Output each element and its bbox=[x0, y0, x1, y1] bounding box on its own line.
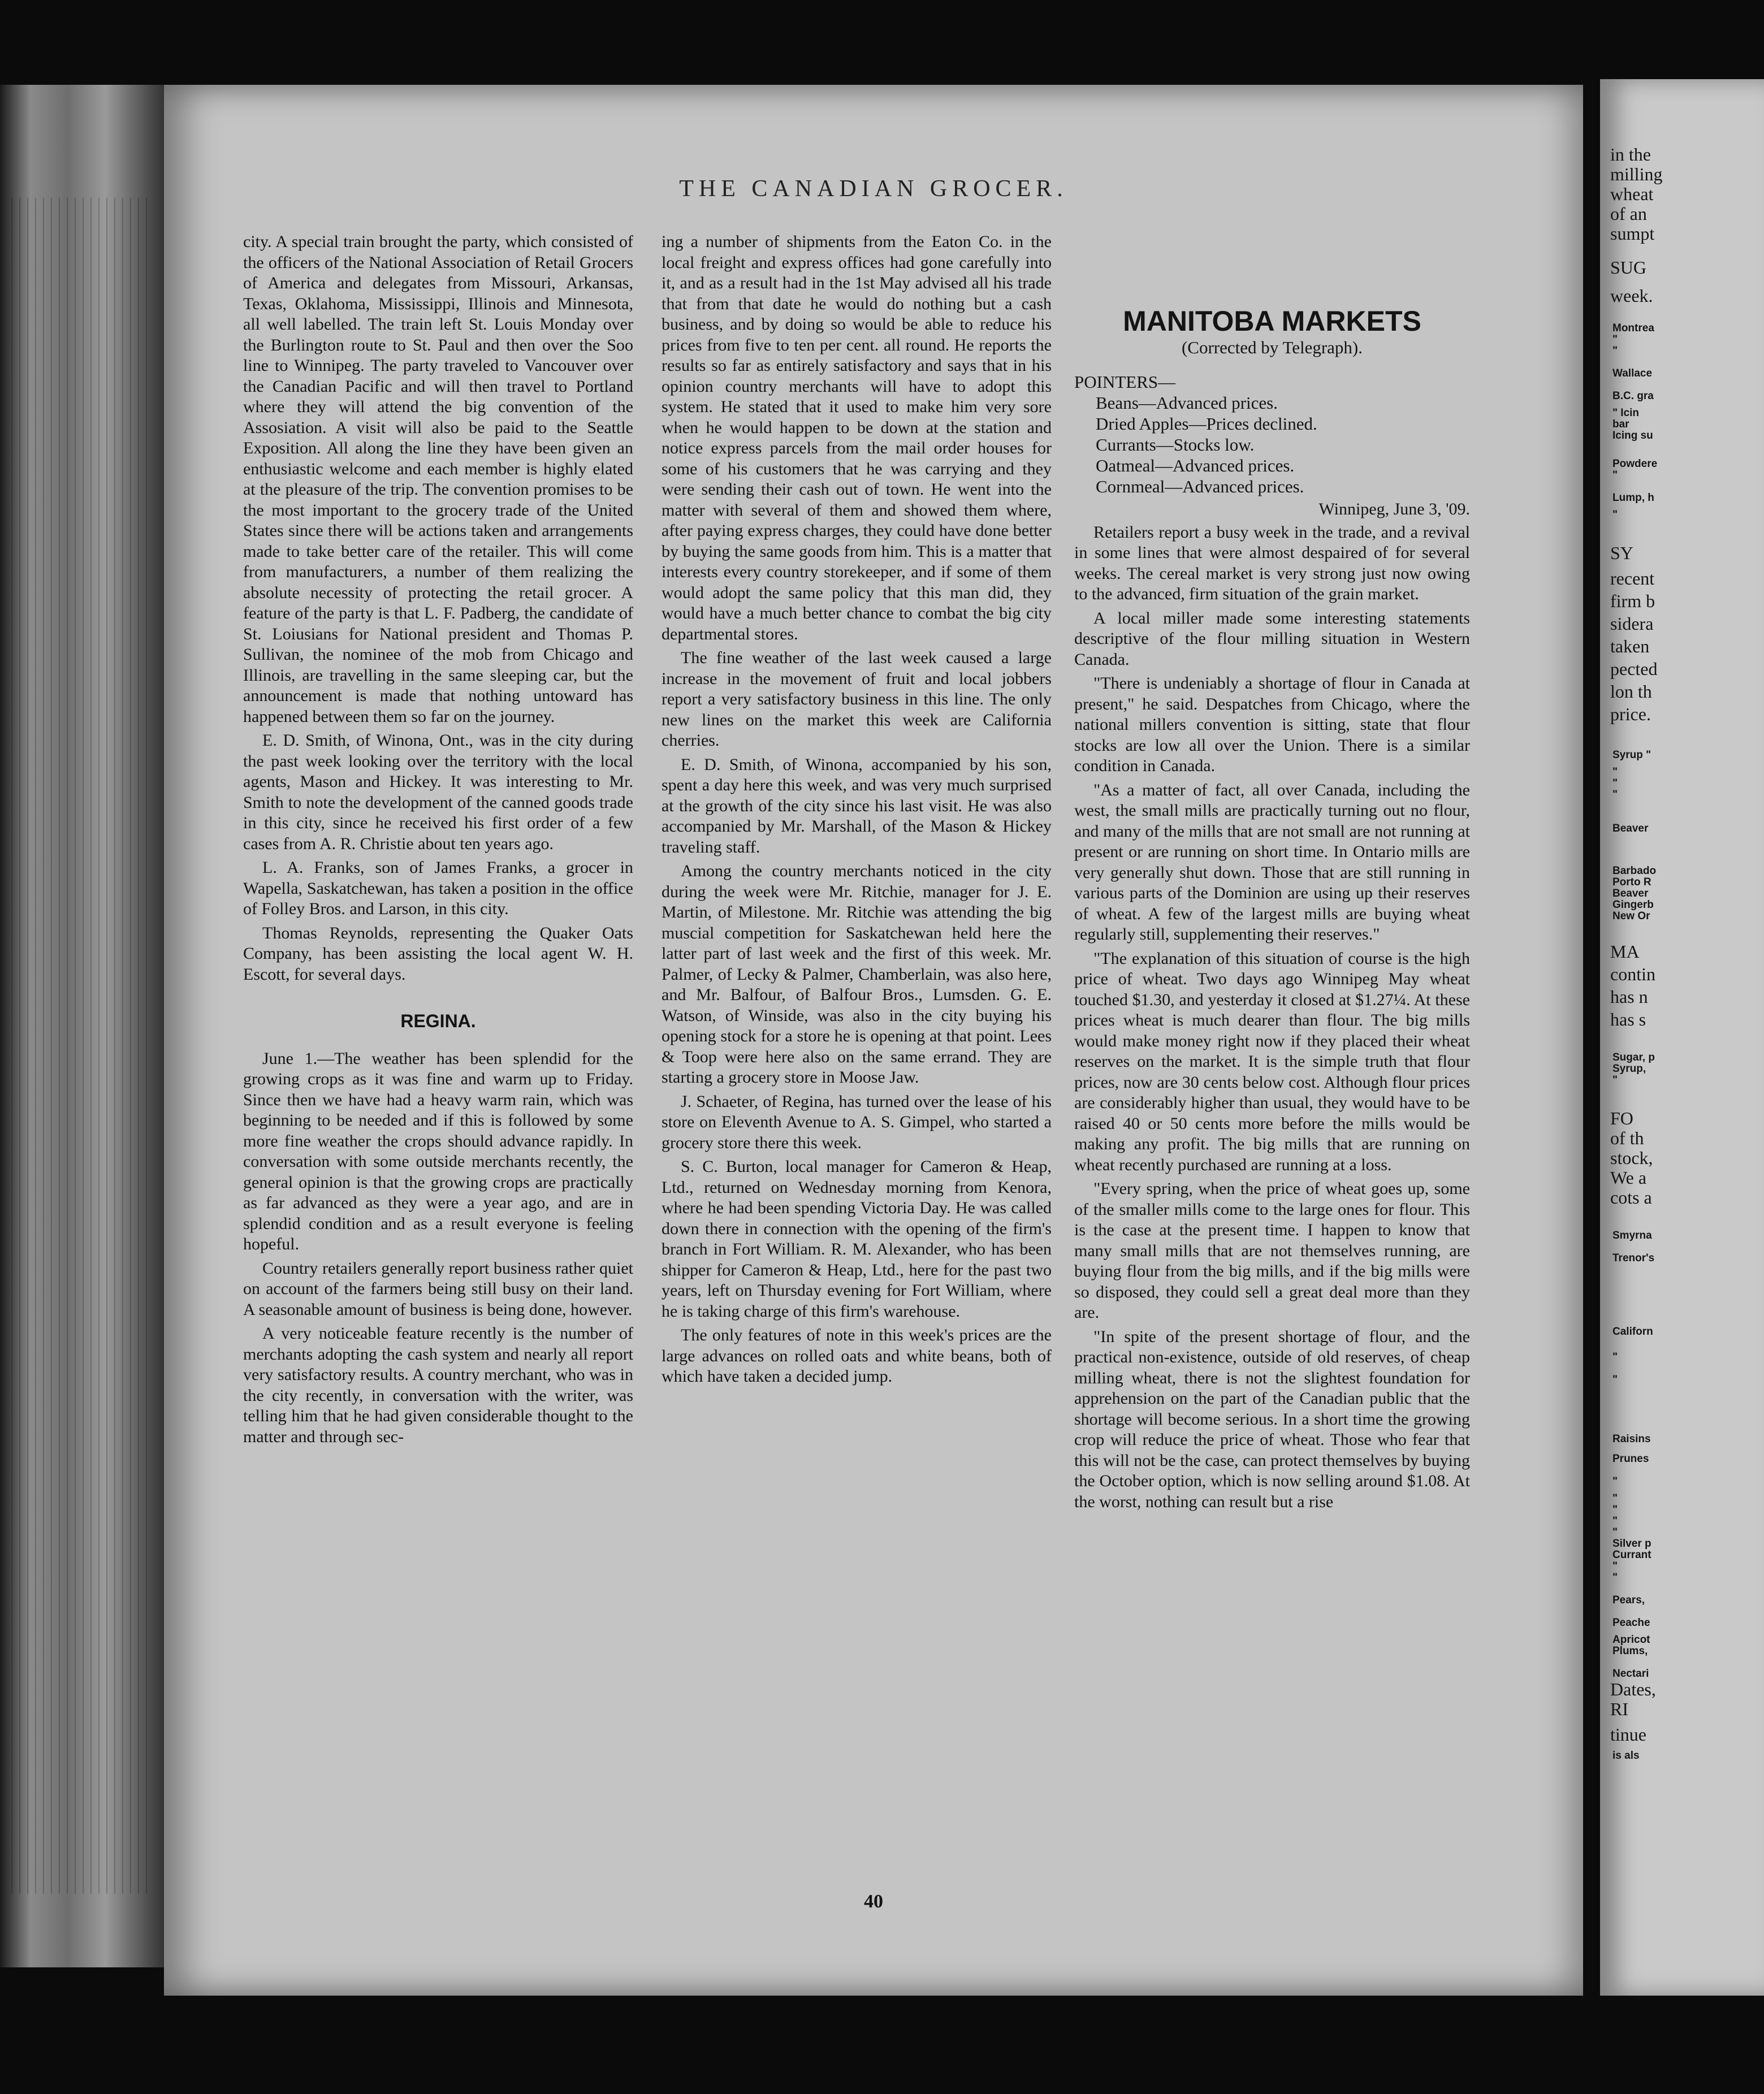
paragraph: A local miller made some interesting statements descriptive of the flour milling situation in Western Canada. bbox=[1074, 608, 1470, 669]
pointer-item: Oatmeal—Advanced prices. bbox=[1096, 456, 1295, 475]
paragraph: Thomas Reynolds, representing the Quaker Oats Company, has been assisting the local agent W. H. Escott, for several days. bbox=[243, 923, 633, 984]
column-3 bbox=[1074, 232, 1470, 1516]
right-page-text-fragment: has s bbox=[1610, 1009, 1646, 1029]
right-page-text-fragment: pected bbox=[1610, 659, 1658, 679]
pointer-item: Dried Apples—Prices declined. bbox=[1096, 414, 1317, 434]
book-left-page-edges bbox=[0, 85, 170, 1967]
right-page-text-fragment: sidera bbox=[1610, 613, 1654, 634]
right-page-text-fragment: tinue bbox=[1610, 1724, 1646, 1745]
section-title-manitoba-markets: MANITOBA MARKETS bbox=[1123, 305, 1421, 337]
main-page bbox=[164, 85, 1583, 1996]
page-header: THE CANADIAN GROCER. bbox=[679, 176, 1068, 202]
pointer-item: Currants—Stocks low. bbox=[1096, 435, 1255, 455]
right-page-text-fragment: firm b bbox=[1610, 591, 1655, 611]
right-page-text-fragment: " bbox=[1612, 1560, 1618, 1572]
right-page-text-fragment: Trenor's bbox=[1612, 1252, 1655, 1264]
paragraph: The only features of note in this week's prices are the large advances on rolled oats and white beans, both of which have taken a decided jump. bbox=[662, 1326, 1052, 1386]
right-page-text-fragment: Apricot bbox=[1612, 1634, 1650, 1646]
paragraph: Country retailers generally report business rather quiet on account of the farmers being still busy on their land. A seasonable amount of business is being done, however. bbox=[243, 1258, 633, 1319]
column-1 bbox=[243, 232, 633, 1451]
right-page-text-fragment: Californ bbox=[1612, 1326, 1653, 1338]
right-page-text-fragment: Nectari bbox=[1612, 1668, 1649, 1680]
right-page-text-fragment: " bbox=[1612, 1492, 1618, 1504]
right-page-text-fragment: New Or bbox=[1612, 910, 1650, 922]
paragraph: E. D. Smith, of Winona, Ont., was in the city during the past week looking over the territory with the local agents, Mason and Hickey. It was interesting to Mr. Smith to note the development of the canned goods trade in this city, since he received his first order of a few cases from A. R. Christie about ten years ago. bbox=[243, 731, 633, 853]
paragraph: city. A special train brought the party, which consisted of the officers of the National Association of Retail Grocers of America and delegates from Missouri, Arkansas, Texas, Oklahoma, Mississippi, Illinois and Minnesota, all well labelled. The train left St. Louis Monday over the Burlington route to St. Paul and then over the Soo line to Winnipeg. The party traveled to Vancouver over the Canadian Pacific and will then travel to Portland where they will attend the big convention of the Assosiation. A visit will also be paid to the Seattle Exposition. All along the line they have been given an enthusiastic welcome and each member is highly elated at the pleasure of the trip. The convention promises to be the most important to the grocery trade of the United States since there will be actions taken and arrangements made to take better care of the retailer. This will come from manufacturers, a number of them realizing the absolute necessity of protecting the retail grocer. A feature of the party is that L. F. Padberg, the candidate of St. Loiusians for National president and Thomas P. Sullivan, the nominee of the mob from Chicago and Illinois, are travelling in the same sleeping car, but the announcement is made that nothing untoward has happened between them so far on the journey. bbox=[243, 232, 633, 726]
right-page-text-fragment: of th bbox=[1610, 1128, 1644, 1148]
right-page-text-fragment: of an bbox=[1610, 204, 1647, 224]
right-page-text-fragment: week. bbox=[1610, 285, 1653, 306]
right-page-text-fragment: Beaver bbox=[1612, 888, 1649, 899]
right-page-text-fragment: " bbox=[1612, 1515, 1618, 1527]
pointers-label: POINTERS— bbox=[1074, 372, 1176, 392]
right-page-text-fragment: " bbox=[1612, 1476, 1618, 1487]
pointers-list bbox=[1074, 392, 1470, 497]
right-page-text-fragment: Syrup " bbox=[1612, 749, 1651, 761]
paragraph: L. A. Franks, son of James Franks, a grocer in Wapella, Saskatchewan, has taken a position in the office of Folley Bros. and Larson, in this city. bbox=[243, 858, 633, 918]
paragraph: A very noticeable feature recently is the number of merchants adopting the cash system and nearly all report very satisfactory results. A country merchant, who was in the city recently, in conversation with the writer, was telling him that he had given considerable thought to the matter and through sec- bbox=[243, 1324, 633, 1446]
paragraph: "As a matter of fact, all over Canada, including the west, the small mills are practically turning out no flour, and many of the mills that are not small are not running at present or are running on short time. In Ontario mills are very generally shut down. Those that are still running in various parts of the Dominion are using up their reserves of wheat. A few of the largest mills are buying wheat regularly still, supplementing their reserves." bbox=[1074, 780, 1470, 944]
right-page-text-fragment: MA bbox=[1610, 941, 1640, 962]
right-page-text-fragment: B.C. gra bbox=[1612, 390, 1654, 402]
right-page-text-fragment: sumpt bbox=[1610, 223, 1655, 244]
paragraph: "Every spring, when the price of wheat goes up, some of the smaller mills come to the large ones for flour. This is the case at the present time. I happen to know that many small mills that are not themselves running, are buying flour from the big mills, and if the big mills were so disposed, they could sell a great deal more than they are. bbox=[1074, 1179, 1470, 1322]
right-page-text-fragment: Porto R bbox=[1612, 876, 1651, 888]
right-page-text-fragment: wheat bbox=[1610, 184, 1654, 204]
paragraph: E. D. Smith, of Winona, accompanied by his son, spent a day here this week, and was very much surprised at the growth of the city since his last visit. He was also accompanied by Mr. Marshall, of the Mason & Hickey traveling staff. bbox=[662, 755, 1052, 856]
column-2 bbox=[662, 232, 1052, 1391]
right-page-text-fragment: " bbox=[1612, 1074, 1618, 1086]
right-page-text-fragment: " bbox=[1612, 509, 1618, 521]
right-page-text-fragment: " Icin bbox=[1612, 407, 1640, 419]
right-page-text-fragment: " bbox=[1612, 345, 1618, 357]
right-page-text-fragment: Peache bbox=[1612, 1617, 1650, 1629]
right-page-text-fragment: " bbox=[1612, 777, 1618, 789]
page-number: 40 bbox=[864, 1891, 883, 1912]
right-page-text-fragment: Gingerb bbox=[1612, 899, 1654, 911]
right-page-text-fragment: Pears, bbox=[1612, 1594, 1645, 1606]
paragraph: "There is undeniably a shortage of flour in Canada at present," he said. Despatches from Chicago, where the national millers convention is sitting, state that flour stocks are low all over the Union. There is a similar condition in Canada. bbox=[1074, 674, 1470, 775]
right-page-text-fragment: " bbox=[1612, 1351, 1618, 1363]
right-page-text-fragment: Powdere bbox=[1612, 458, 1658, 470]
pointers-box bbox=[1074, 371, 1470, 497]
right-page-text-fragment: milling bbox=[1610, 164, 1663, 184]
right-page-text-fragment: SY bbox=[1610, 543, 1633, 563]
right-page-text-fragment: FO bbox=[1610, 1108, 1633, 1128]
right-page-fragment bbox=[1600, 79, 1764, 1996]
right-page-text-fragment: SUG bbox=[1610, 257, 1647, 278]
right-page-text-fragment: " bbox=[1612, 1526, 1618, 1538]
right-page-text-fragment: bar bbox=[1612, 418, 1629, 430]
right-page-text-fragment: Dates, bbox=[1610, 1679, 1656, 1699]
paragraph: S. C. Burton, local manager for Cameron & Heap, Ltd., returned on Wednesday morning from Kenora, where he had been spending Victoria Day. He was called down there in connection with the opening of the firm's branch in Fort William. R. M. Alexander, who has been shipper for Cameron & Heap, Ltd., here for the past two years, left on Thursday evening for Fort William, where he is taking charge of this firm's warehouse. bbox=[662, 1157, 1052, 1321]
right-page-text-fragment: Icing su bbox=[1612, 430, 1653, 442]
right-page-text-fragment: Silver p bbox=[1612, 1538, 1651, 1550]
right-page-text-fragment: Prunes bbox=[1612, 1453, 1649, 1465]
paragraph: ing a number of shipments from the Eaton Co. in the local freight and express offices had gone carefully into it, and as a result had in the 1st May advised all his trade that from that date he would do nothing but a cash business, and by doing so would be able to reduce his prices from five to ten per cent. all round. He reports the results so far as entirely satisfactory and says that in his opinion country merchants will have to adopt this system. He stated that it used to make him very sore when he would happen to be down at the station and notice express parcels from the mail order houses for some of his customers that he was carrying and they were sending their cash out of town. He went into the matter with several of them and showed them where, after paying express charges, they could have done better by buying the same goods from him. This is a matter that interests every country storekeeper, and if some of them would adopt the same policy that this man did, they would have a much better chance to combat the big city departmental stores. bbox=[662, 232, 1052, 643]
right-page-text-fragment: price. bbox=[1610, 704, 1651, 724]
paragraph: Among the country merchants noticed in the city during the week were Mr. Ritchie, manager for J. E. Martin, of Milestone. Mr. Ritchie was attending the big muscial competition for Saskatchewan held here the latter part of last week and the first of this week. Mr. Palmer, of Lecky & Palmer, Chamberlain, was also here, and Mr. Balfour, of Balfour Bros., Lumsden. G. E. Watson, of Winside, was also in the city buying his opening stock for a store he is opening at that point. Lees & Toop were here also on the same errand. They are starting a grocery store in Moose Jaw. bbox=[662, 862, 1052, 1087]
right-page-text-fragment: " bbox=[1612, 1504, 1618, 1516]
right-page-text-fragment: Montrea bbox=[1612, 322, 1654, 334]
paragraph: Retailers report a busy week in the trade, and a revival in some lines that were almost despaired of for several weeks. The cereal market is very strong just now owing to the advanced, firm situation of the grain market. bbox=[1074, 522, 1470, 603]
right-page-text-fragment: has n bbox=[1610, 987, 1648, 1007]
right-page-text-fragment: in the bbox=[1610, 144, 1651, 165]
dateline: Winnipeg, June 3, '09. bbox=[1318, 500, 1470, 518]
paragraph: "In spite of the present shortage of flour, and the practical non-existence, outside of old reserves, of cheap milling wheat, there is not the slightest foundation for apprehension on the part of the Canadian public that the shortage will become serious. In a short time the growing crop will reduce the price of wheat. Those who fear that this will not be the case, can protect themselves by buying the October option, which is now selling around $1.08. At the worst, nothing can result but a rise bbox=[1074, 1327, 1470, 1511]
right-page-text-fragment: contin bbox=[1610, 964, 1655, 984]
right-page-text-fragment: stock, bbox=[1610, 1148, 1653, 1168]
section-subtitle: (Corrected by Telegraph). bbox=[1181, 337, 1363, 357]
right-page-text-fragment: Wallace bbox=[1612, 367, 1653, 379]
right-page-text-fragment: " bbox=[1612, 334, 1618, 345]
paragraph: "The explanation of this situation of course is the high price of wheat. Two days ago Winnipeg May wheat touched $1.30, and yesterday it closed at $1.27¼. At these prices wheat is much dearer than flour. The big mills would make money right now if they placed their wheat reserves on the market. It is the simple truth that flour prices, now are 30 cents below cost. Although flour prices are considerably higher than usual, they would have to be raised 40 or 50 cents more before the mills would be making any profit. The big mills that are running on wheat recently purchased are running at a loss. bbox=[1074, 949, 1470, 1174]
right-page-text-fragment: Smyrna bbox=[1612, 1230, 1652, 1241]
right-page-text-fragment: Currant bbox=[1612, 1549, 1651, 1561]
right-page-text-fragment: We a bbox=[1610, 1167, 1647, 1188]
right-page-text-fragment: Sugar, p bbox=[1612, 1052, 1655, 1063]
right-page-text-fragment: " bbox=[1612, 1572, 1618, 1584]
right-page-text-fragment: recent bbox=[1610, 568, 1655, 589]
right-page-text-fragment: Lump, h bbox=[1612, 492, 1654, 504]
paragraph: The fine weather of the last week caused a large increase in the movement of fruit and local jobbers report a very satisfactory business in this line. The only new lines on the market this week are California cherries. bbox=[662, 648, 1052, 750]
right-page-text-fragment: " bbox=[1612, 766, 1618, 778]
page-edge-lines bbox=[11, 198, 153, 1894]
right-page-text-fragment: is als bbox=[1612, 1750, 1640, 1762]
section-heading-regina: REGINA. bbox=[400, 1011, 476, 1031]
right-page-text-fragment: Beaver bbox=[1612, 823, 1649, 834]
right-page-text-fragment: Plums, bbox=[1612, 1645, 1648, 1657]
pointer-item: Beans—Advanced prices. bbox=[1096, 393, 1278, 413]
right-page-text-fragment: Raisins bbox=[1612, 1433, 1651, 1445]
right-page-text-fragment: Barbado bbox=[1612, 865, 1657, 877]
right-page-text-fragment: RI bbox=[1610, 1699, 1628, 1719]
right-page-text-fragment: " bbox=[1612, 469, 1618, 481]
right-page-text-fragment: Syrup, bbox=[1612, 1063, 1646, 1075]
right-page-text-fragment: " bbox=[1612, 1374, 1618, 1386]
pointer-item: Cornmeal—Advanced prices. bbox=[1096, 477, 1304, 496]
right-page-text-fragment: cots a bbox=[1610, 1187, 1652, 1208]
right-page-text-fragment: lon th bbox=[1610, 681, 1652, 702]
paragraph: June 1.—The weather has been splendid for the growing crops as it was fine and warm up to Friday. Since then we have had a heavy warm rain, which was beginning to be needed and if this is followed by some more fine weather the crops should advance rapidly. In conversation with some outside merchants recently, the general opinion is that the growing crops are practically as far advanced as they were a year ago, and are in splendid condition and as a result everyone is feeling hopeful. bbox=[243, 1049, 633, 1253]
paragraph: J. Schaeter, of Regina, has turned over the lease of his store on Eleventh Avenue to A. S. Gimpel, who started a grocery store there this week. bbox=[662, 1092, 1052, 1152]
right-page-text-fragment: " bbox=[1612, 789, 1618, 801]
right-page-text-fragment: taken bbox=[1610, 636, 1650, 656]
